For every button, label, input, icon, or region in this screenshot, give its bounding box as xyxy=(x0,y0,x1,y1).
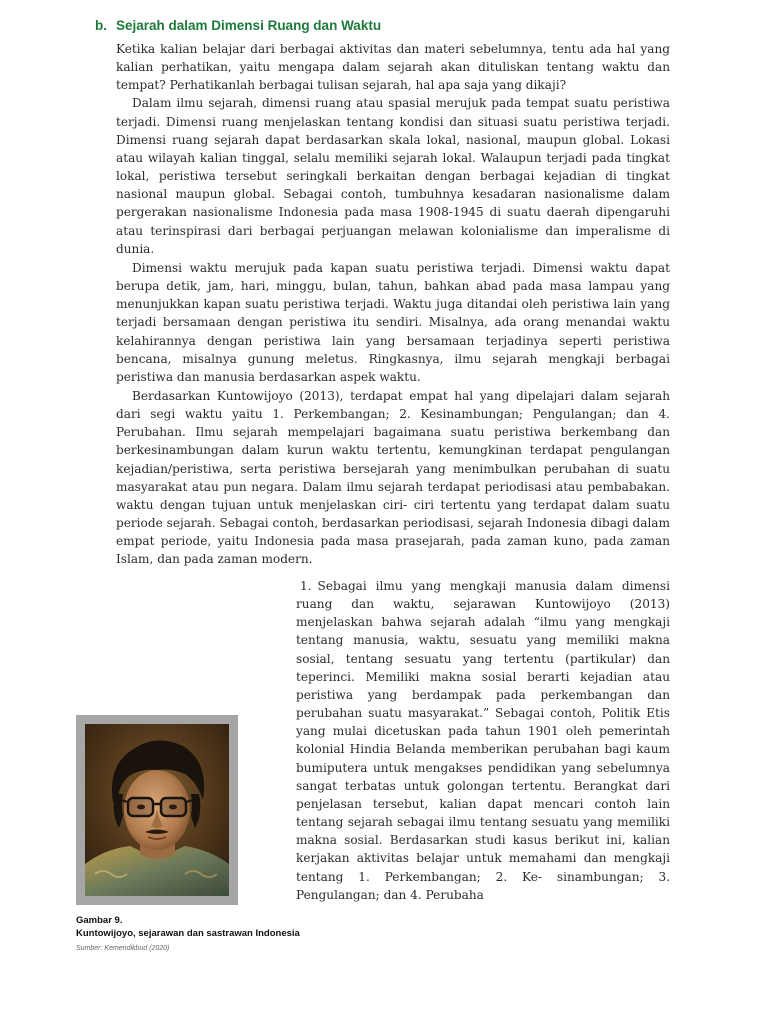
numbered-item-paragraph xyxy=(296,577,670,904)
paragraph-kuntowijoyo: Berdasarkan Kuntowijoyo (2013), terdapat empat hal yang dipelajari dalam sejarah dari segi waktu yaitu 1. Perkembangan; 2. Kesinambungan; Pengulangan; dan 4. Perubahan. Ilmu sejarah mempelajari bagaimana suatu peristiwa berkembang dan berkesinambungan dalam kurun waktu tertentu, kemungkinan terdapat pengulangan kejadian/peristiwa, serta peristiwa bersejarah yang menimbulkan perubahan di suatu masyarakat atau pun negara. Dalam ilmu sejarah terdapat periodisasi atau pembabakan. waktu dengan tujuan untuk menjelaskan ciri- ciri tertentu yang terdapat dalam suatu periode sejarah. Sebagai contoh, berdasarkan periodisasi, sejarah Indonesia dibagi dalam empat periode, yaitu Indonesia pada masa prasejarah, pada zaman kuno, pada zaman Islam, dan pada zaman modern. xyxy=(116,388,670,567)
item-text: Sebagai ilmu yang mengkaji manusia dalam dimensi ruang dan waktu, sejarawan Kuntowijoyo (2013) menjelaskan bahwa sejarah adalah “ilmu yang mengkaji tentang manusia, waktu, sesuatu yang memiliki makna sosial, tentang sesuatu yang tertentu (partikular) dan teperinci. Memiliki makna sosial berarti kejadian atau peristiwa yang berdampak pada perkembangan dan perubahan suatu masyarakat.” Sebagai contoh, Politik Etis yang mulai dicetuskan pada tahun 1901 oleh pemerintah kolonial Hindia Belanda memberikan perubahan bagi kaum bumiputera untuk mengakses pendidikan yang sebelumnya sangat terbatas untuk golongan tertentu. Berangkat dari penjelasan tersebut, kalian dapat mencari contoh lain tentang sejarah sebagai ilmu tentang sesuatu yang memiliki makna sosial. Berdasarkan studi kasus berikut ini, kalian kerjakan aktivitas belajar untuk memahami dan mengkaji tentang 1. Perkembangan; 2. Ke- sinambungan; 3. Pengulangan; dan 4. Perubaha xyxy=(296,579,670,902)
numbered-item xyxy=(296,577,670,904)
section-number: b. xyxy=(95,18,107,33)
section-heading xyxy=(95,18,381,33)
figure-caption xyxy=(76,914,376,954)
item-number: 1. xyxy=(300,579,312,593)
portrait-photo-frame xyxy=(76,715,238,905)
paragraph-intro: Ketika kalian belajar dari berbagai aktivitas dan materi sebelumnya, tentu ada hal yang kalian perhatikan, yaitu mengapa dalam sejarah akan dituliskan tentang waktu dan tempat? Perhatikanlah berbagai tulisan sejarah, hal apa saja yang dikaji? xyxy=(116,42,670,93)
figure-title: Kuntowijoyo, sejarawan dan sastrawan Indonesia xyxy=(76,928,300,939)
figure-source: Sumber: Kemendikbud (2020) xyxy=(76,945,170,952)
body-text xyxy=(116,40,670,569)
paragraph-dimensi-ruang: Dalam ilmu sejarah, dimensi ruang atau spasial merujuk pada tempat suatu peristiwa terjadi. Dimensi ruang menjelaskan tentang kondisi dan situasi suatu peristiwa terjadi. Dimensi ruang sejarah dapat berdasarkan skala lokal, nasional, maupun global. Lokasi atau wilayah kalian tinggal, selalu memiliki sejarah lokal. Walaupun terjadi pada tingkat lokal, peristiwa tersebut seringkali berkaitan dengan berbagai kejadian di tingkat nasional maupun global. Sebagai contoh, tumbuhnya kesadaran nasionalisme dalam pergerakan nasionalisme Indonesia pada masa 1908-1945 di suatu daerah dipengaruhi atau terinspirasi dari berbagai perjuangan melawan kolonialisme dan imperalisme di dunia. xyxy=(116,96,670,256)
figure-label: Gambar 9. xyxy=(76,915,123,926)
section-title: Sejarah dalam Dimensi Ruang dan Waktu xyxy=(116,18,382,33)
portrait-photo xyxy=(85,724,229,896)
paragraph-dimensi-waktu: Dimensi waktu merujuk pada kapan suatu peristiwa terjadi. Dimensi waktu dapat berupa detik, jam, hari, minggu, bulan, tahun, bahkan abad pada masa lampau yang menunjukkan kapan suatu peristiwa terjadi. Waktu juga ditandai oleh peristiwa lain yang terjadi bersamaan dengan peristiwa itu sendiri. Misalnya, ada orang menandai waktu kelahirannya dengan peristiwa lain yang bersamaan terjadinya seperti peristiwa bencana, misalnya gunung meletus. Ringkasnya, ilmu sejarah mengkaji berbagai peristiwa dan manusia berdasarkan aspek waktu. xyxy=(116,260,670,384)
